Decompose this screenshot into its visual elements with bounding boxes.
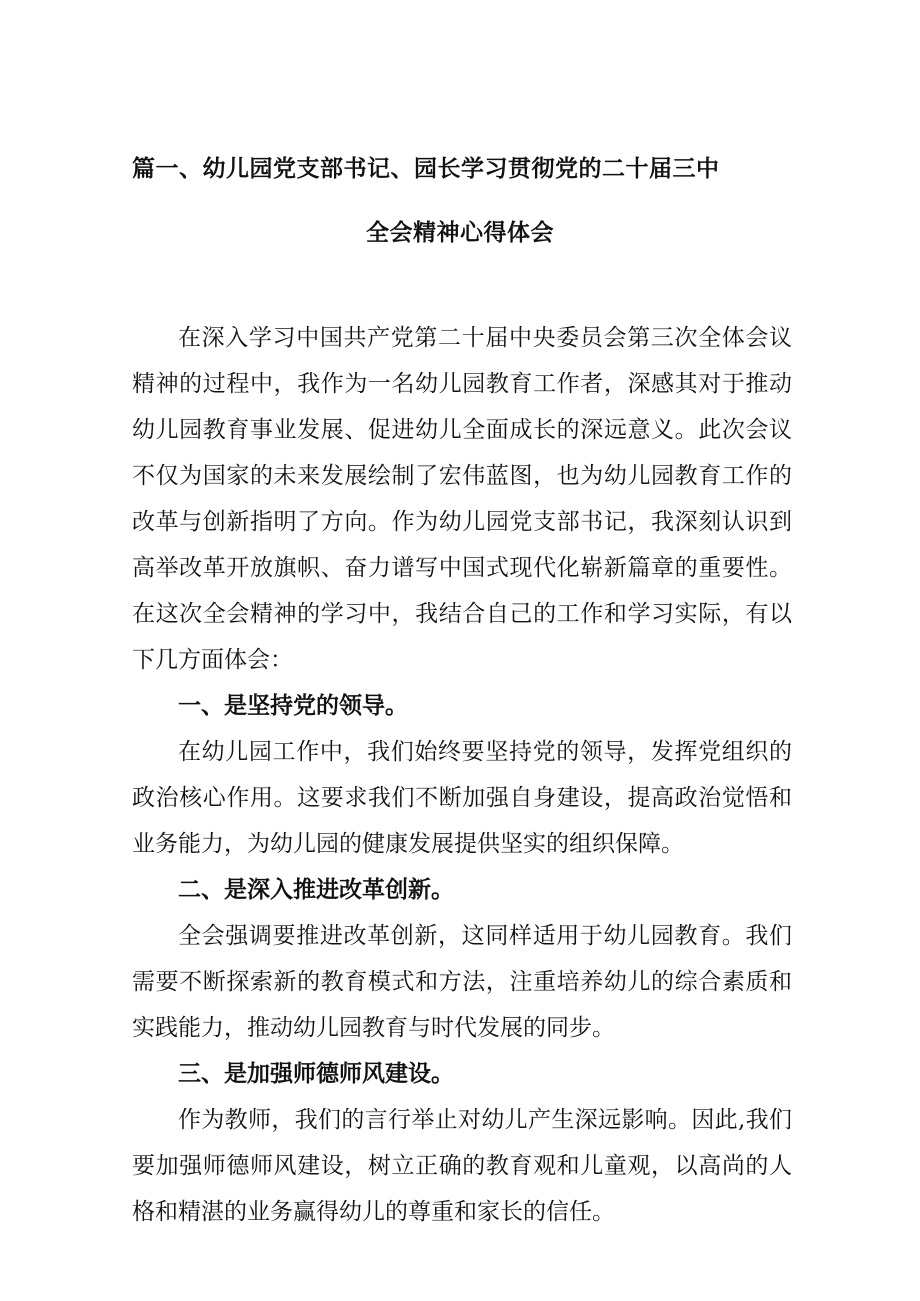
section-heading-1: 一、是坚持党的领导。	[178, 692, 408, 719]
intro-paragraph: 在深入学习中国共产党第二十届中央委员会第三次全体会议精神的过程中，我作为一名幼儿园教育工作者，深感其对于推动幼儿园教育事业发展、促进幼儿全面成长的深远意义。此次会议不仅为国家的未来发展绘制了宏伟蓝图，也为幼儿园教育工作的改革与创新指明了方向。作为幼儿园党支部书记，我深刻认识到高举改革开放旗帜、奋力谱写中国式现代化崭新篇章的重要性。在这次全会精神的学习中，我结合自己的工作和学习实际，有以下几方面体会：	[132, 325, 792, 673]
document-title-line-2: 全会精神心得体会	[366, 219, 554, 246]
document-title-line-1: 篇一、幼儿园党支部书记、园长学习贯彻党的二十届三中	[132, 155, 720, 182]
section-paragraph-3: 作为教师，我们的言行举止对幼儿产生深远影响。因此,我们要加强师德师风建设，树立正确的教育观和儿童观，以高尚的人格和精湛的业务赢得幼儿的尊重和家长的信任。	[132, 1107, 792, 1225]
document-body	[132, 315, 792, 1235]
section-heading-3: 三、是加强师德师风建设。	[178, 1060, 454, 1087]
section-heading-2: 二、是深入推进改革创新。	[178, 876, 454, 903]
section-paragraph-1: 在幼儿园工作中，我们始终要坚持党的领导，发挥党组织的政治核心作用。这要求我们不断加强自身建设，提高政治觉悟和业务能力，为幼儿园的健康发展提供坚实的组织保障。	[132, 739, 792, 857]
section-paragraph-2: 全会强调要推进改革创新，这同样适用于幼儿园教育。我们需要不断探索新的教育模式和方法，注重培养幼儿的综合素质和实践能力，推动幼儿园教育与时代发展的同步。	[132, 923, 792, 1041]
